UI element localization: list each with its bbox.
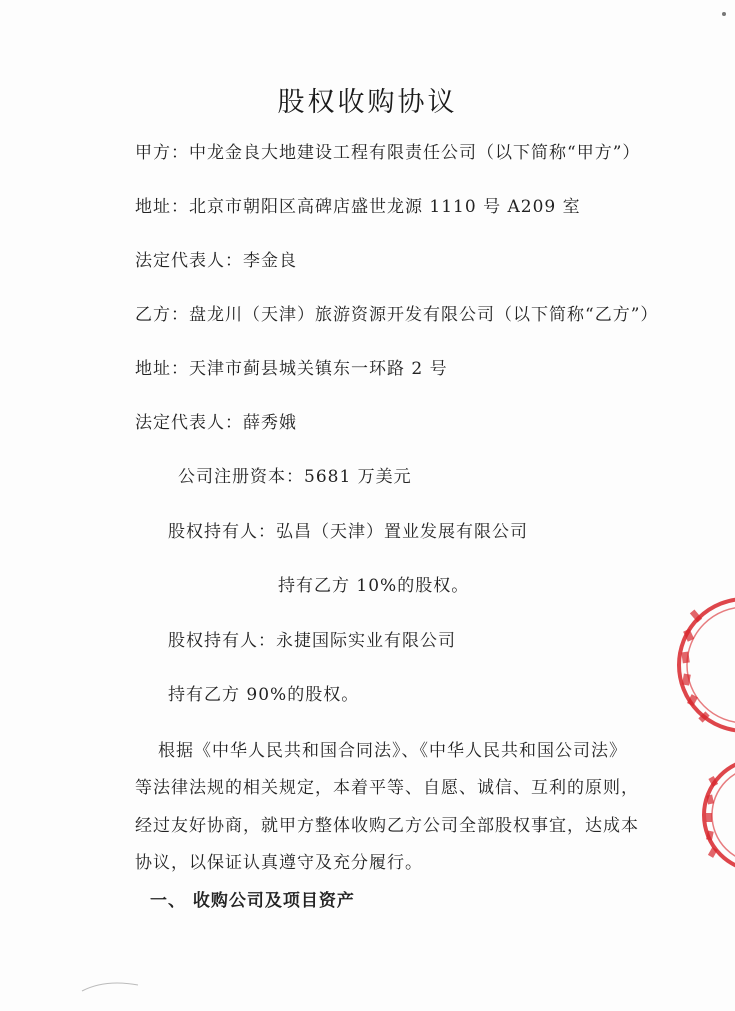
company-seal-stamp [665, 590, 735, 740]
party-a-address: 地址：北京市朝阳区高碑店盛世龙源 1110 号 A209 室 [135, 197, 581, 217]
company-seal-stamp-lower [700, 755, 735, 875]
preamble-line-3: 经过友好协商，就甲方整体收购乙方公司全部股权事宜，达成本 [135, 816, 639, 836]
preamble-line-2: 等法律法规的相关规定，本着平等、自愿、诚信、互利的原则， [135, 778, 639, 798]
document-title: 股权收购协议 [277, 87, 458, 118]
shareholder-2-share: 持有乙方 90%的股权。 [168, 685, 360, 705]
shareholder-1-share: 持有乙方 10%的股权。 [278, 576, 470, 596]
party-b-line: 乙方：盘龙川（天津）旅游资源开发有限公司（以下简称“乙方”） [135, 305, 659, 325]
party-a-representative: 法定代表人：李金良 [135, 251, 297, 271]
party-a-line: 甲方：中龙金良大地建设工程有限责任公司（以下简称“甲方”） [135, 143, 641, 163]
scan-smudge-mark [80, 975, 140, 995]
preamble-line-4: 协议，以保证认真遵守及充分履行。 [135, 853, 423, 873]
party-b-representative: 法定代表人：薛秀娥 [135, 413, 297, 433]
section-1-heading: 一、 收购公司及项目资产 [150, 891, 355, 911]
party-b-address: 地址：天津市蓟县城关镇东一环路 2 号 [135, 359, 448, 379]
shareholder-1: 股权持有人：弘昌（天津）置业发展有限公司 [168, 522, 528, 542]
preamble-line-1: 根据《中华人民共和国合同法》、《中华人民共和国公司法》 [158, 741, 627, 761]
shareholder-2: 股权持有人：永捷国际实业有限公司 [168, 631, 456, 651]
scan-speck-mark [718, 8, 730, 20]
registered-capital: 公司注册资本：5681 万美元 [178, 467, 412, 487]
